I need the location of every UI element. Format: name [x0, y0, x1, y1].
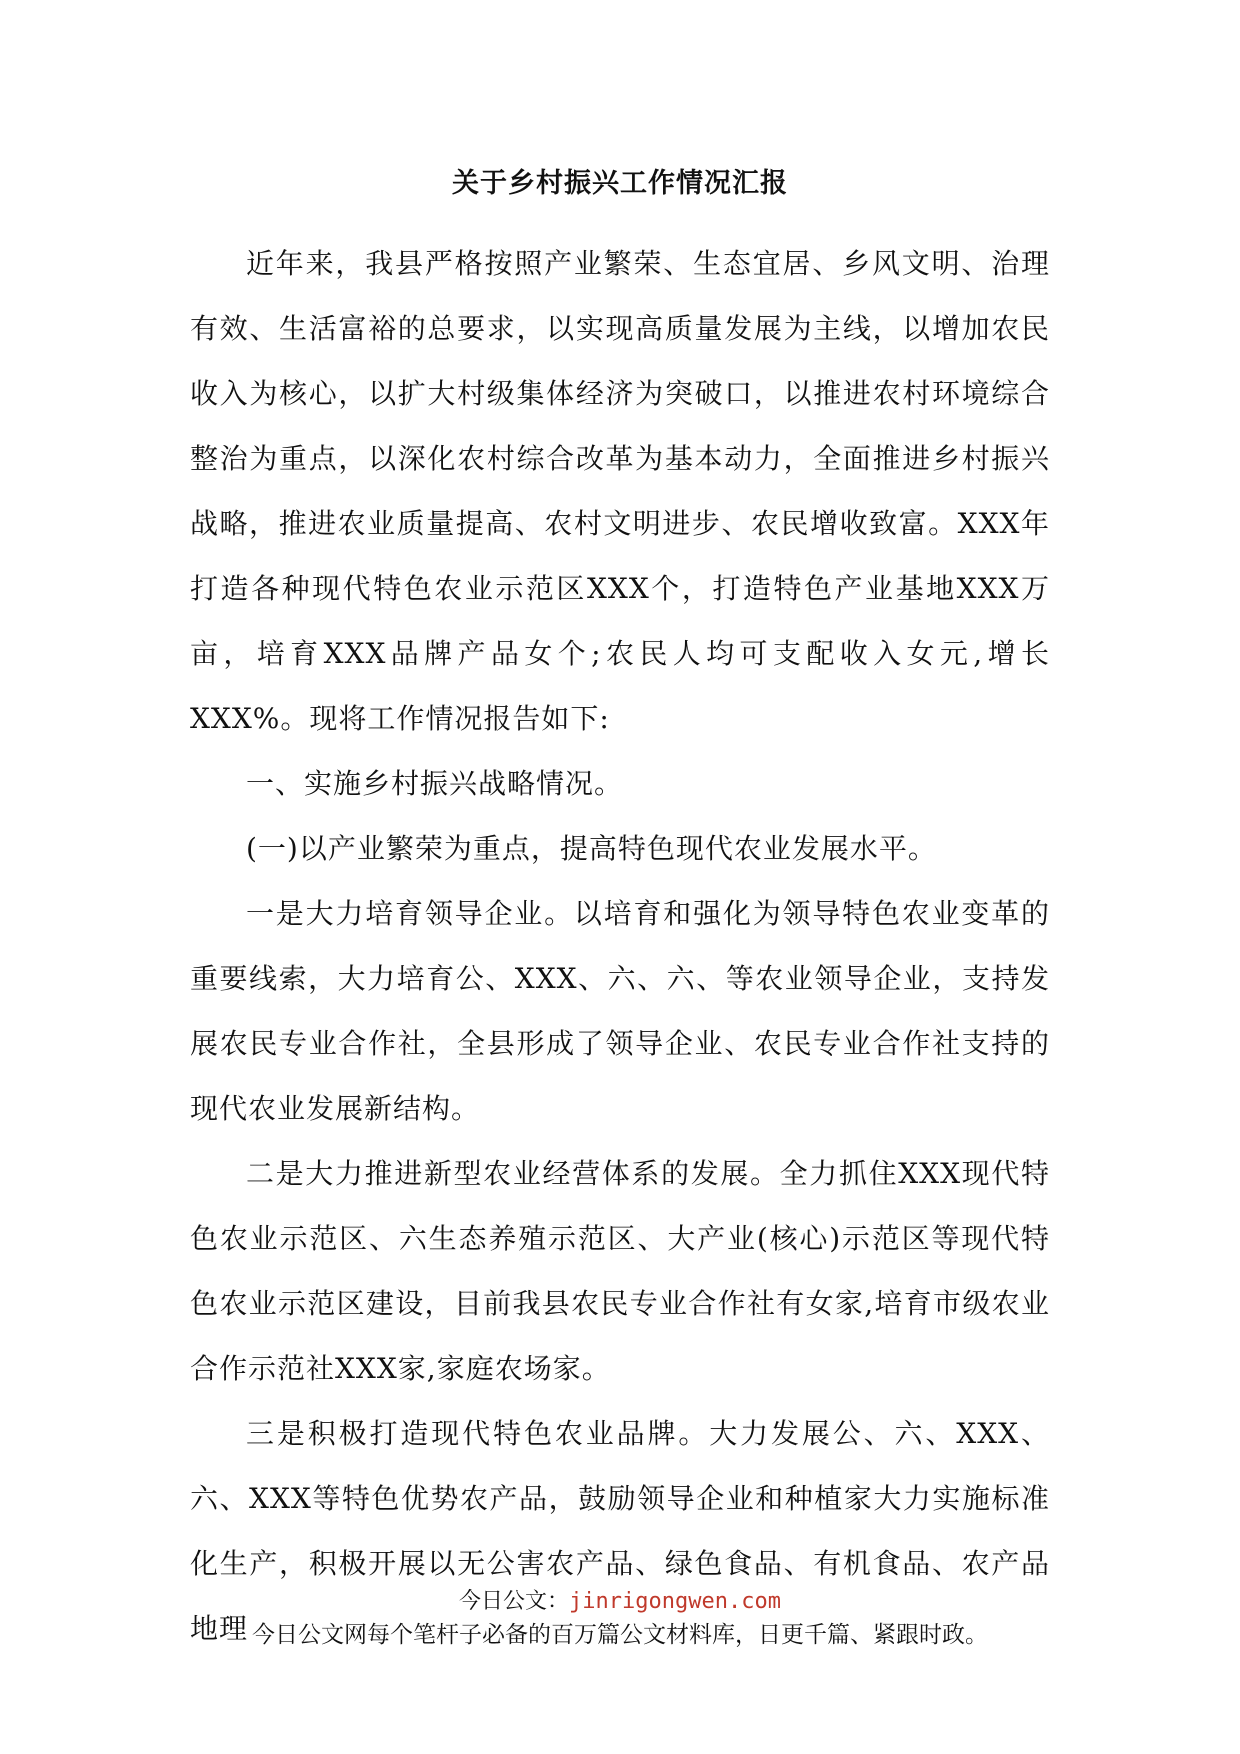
paragraph-point-three: 三是积极打造现代特色农业品牌。大力发展公、六、XXX、六、XXX等特色优势农产品，鼓励领导企业和种植家大力实施标准化生产，积极开展以无公害农产品、绿色食品、有机食品、农产品地理 — [190, 1417, 1050, 1645]
footer-site-line — [0, 1588, 1240, 1616]
paragraph-point-one: 一是大力培育领导企业。以培育和强化为领导特色农业变革的重要线索，大力培育公、XXX、六、六、等农业领导企业，支持发展农民专业合作社，全县形成了领导企业、农民专业合作社支持的现代农业发展新结构。 — [190, 897, 1050, 1125]
paragraph-point-two: 二是大力推进新型农业经营体系的发展。全力抓住XXX现代特色农业示范区、六生态养殖示范区、大产业(核心)示范区等现代特色农业示范区建设，目前我县农民专业合作社有女家,培育市级农业合作示范社XXX家,家庭农场家。 — [190, 1157, 1050, 1385]
footer-link-label: 今日公文： — [459, 1589, 570, 1614]
footer-slogan: 今日公文网每个笔杆子必备的百万篇公文材料库，日更千篇、紧跟时政。 — [252, 1622, 988, 1648]
paragraph-section-heading: 一、实施乡村振兴战略情况。 — [246, 767, 624, 800]
paragraph-intro: 近年来，我县严格按照产业繁荣、生态宜居、乡风文明、治理有效、生活富裕的总要求，以实现高质量发展为主线，以增加农民收入为核心，以扩大村级集体经济为突破口，以推进农村环境综合整治为重点，以深化农村综合改革为基本动力，全面推进乡村振兴战略，推进农业质量提高、农村文明进步、农民增收致富。XXX年打造各种现代特色农业示范区XXX个，打造特色产业基地XXX万亩，培育XXX品牌产品女个;农民人均可支配收入女元,增长XXX%。现将工作情况报告如下: — [190, 247, 1050, 735]
document-title: 关于乡村振兴工作情况汇报 — [452, 168, 788, 199]
paragraph-subsection-heading: (一)以产业繁荣为重点，提高特色现代农业发展水平。 — [246, 832, 937, 865]
footer-site-link[interactable]: jinrigongwen.com — [569, 1589, 781, 1614]
document-body — [190, 231, 1050, 1661]
